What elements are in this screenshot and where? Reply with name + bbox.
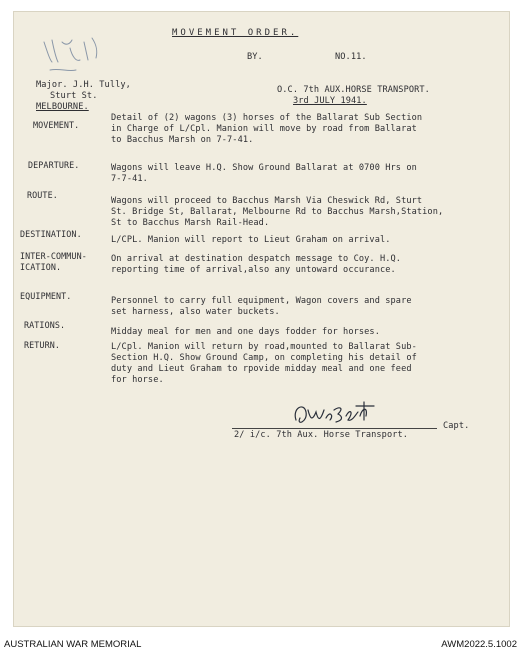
footer-source: AUSTRALIAN WAR MEMORIAL bbox=[4, 639, 142, 650]
signature-line bbox=[232, 428, 437, 429]
section-label-departure: DEPARTURE. bbox=[28, 160, 80, 170]
section-text-equipment: Personnel to carry full equipment, Wagon covers and spare set harness, also water buckets. bbox=[111, 296, 412, 317]
section-text-return: L/Cpl. Manion will return by road,mounted to Ballarat Sub- Section H.Q. Show Ground Camp, on completing his detail of duty and Lieut Graham to rpovide midday meal and one feed for horse. bbox=[111, 342, 417, 385]
from-line-2: Sturt St. bbox=[50, 91, 98, 101]
by-label: BY. bbox=[247, 52, 263, 62]
section-label-return: RETURN. bbox=[24, 340, 60, 350]
footer-bar bbox=[0, 637, 521, 653]
section-text-rations: Midday meal for men and one days fodder for horses. bbox=[111, 327, 380, 337]
order-number: NO.11. bbox=[335, 52, 367, 62]
section-text-route: Wagons will proceed to Bacchus Marsh Via Cheswick Rd, Sturt St. Bridge St, Ballarat, Melbourne Rd to Bacchus Marsh,Station, St to Bacchus Marsh Rail-Head. bbox=[111, 196, 444, 228]
footer-accession-number: AWM2022.5.1002 bbox=[441, 639, 517, 650]
from-line-1: Major. J.H. Tully, bbox=[36, 80, 131, 90]
signatory-rank: Capt. bbox=[443, 421, 470, 431]
section-label-rations: RATIONS. bbox=[24, 320, 66, 330]
section-text-movement: Detail of (2) wagons (3) horses of the Ballarat Sub Section in Charge of L/Cpl. Manion will move by road from Ballarat to Bacchus Marsh on 7-7-41. bbox=[111, 113, 423, 145]
section-text-destination: L/CPL. Manion will report to Lieut Graham on arrival. bbox=[111, 235, 391, 245]
pencil-annotation bbox=[36, 32, 106, 77]
signatory-position: 2/ i/c. 7th Aux. Horse Transport. bbox=[234, 430, 409, 440]
section-label-movement: MOVEMENT. bbox=[33, 120, 80, 130]
section-text-intercommunication: On arrival at destination despatch message to Coy. H.Q. reporting time of arrival,also any untoward occurance. bbox=[111, 254, 402, 275]
unit-date: 3rd JULY 1941. bbox=[293, 96, 367, 106]
section-label-destination: DESTINATION. bbox=[20, 229, 82, 239]
section-label-intercommunication: INTER-COMMUN- ICATION. bbox=[20, 251, 87, 272]
section-text-departure: Wagons will leave H.Q. Show Ground Ballarat at 0700 Hrs on 7-7-41. bbox=[111, 163, 417, 184]
handwritten-signature bbox=[290, 398, 380, 432]
section-label-equipment: EQUIPMENT. bbox=[20, 291, 72, 301]
document-title: MOVEMENT ORDER. bbox=[172, 28, 299, 38]
unit-line-1: O.C. 7th AUX.HORSE TRANSPORT. bbox=[277, 85, 430, 95]
section-label-route: ROUTE. bbox=[27, 190, 58, 200]
from-line-3: MELBOURNE. bbox=[36, 102, 89, 112]
